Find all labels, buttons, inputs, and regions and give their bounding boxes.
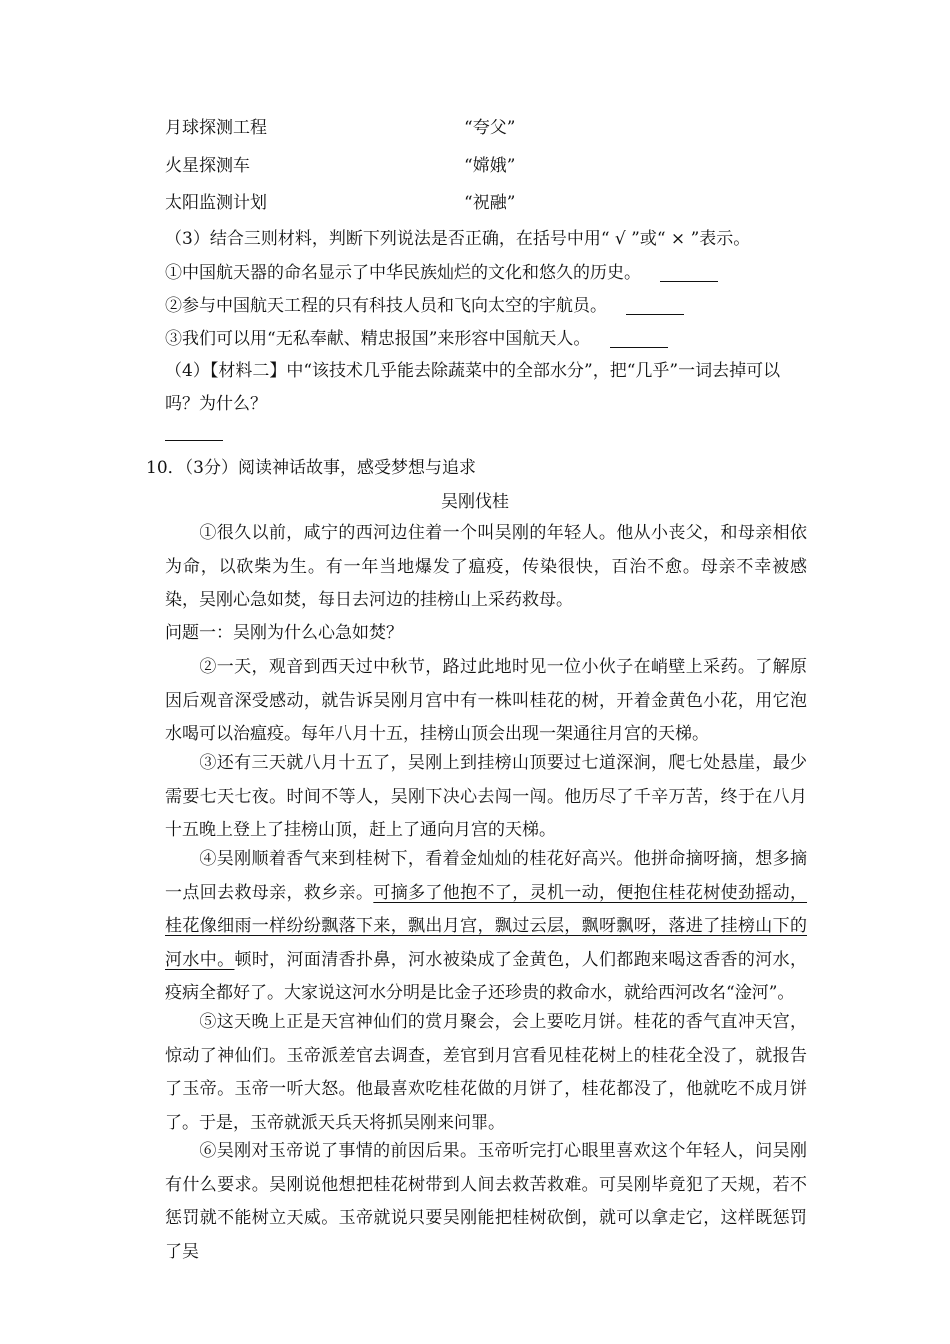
q4-answer-blank[interactable] xyxy=(165,440,223,441)
story-paragraph-2-text: ②一天，观音到西天过中秋节，路过此地时见一位小伙子在峭壁上采药。了解原因后观音深受感动，就告诉吴刚月宫中有一株叫桂花的树，开着金黄色小花，用它泡水喝可以治瘟疫。每年八月十五，挂榜山顶会出现一架通往月宫的天梯。 xyxy=(165,657,807,744)
story-paragraph-4 xyxy=(165,843,807,1011)
match-right-1: “夸父” xyxy=(464,118,516,138)
q3-item-3-text: ③我们可以用“无私奉献、精忠报国”来形容中国航天人。 xyxy=(165,329,591,349)
q3-item-1-text: ①中国航天器的命名显示了中华民族灿烂的文化和悠久的历史。 xyxy=(165,263,641,283)
story-paragraph-1-text: ①很久以前，咸宁的西河边住着一个叫吴刚的年轻人。他从小丧父，和母亲相依为命，以砍柴为生。有一年当地爆发了瘟疫，传染很快，百治不愈。母亲不幸被感染，吴刚心急如焚，每日去河边的挂榜山上采药救母。 xyxy=(165,523,807,610)
story-paragraph-5 xyxy=(165,1006,807,1140)
q3-item-1 xyxy=(165,261,718,285)
story-paragraph-4-text-b: 顿时，河面清香扑鼻，河水被染成了金黄色，人们都跑来喝这香香的河水，疫病全都好了。大家说这河水分明是比金子还珍贵的救命水，就给西河改名“淦河”。 xyxy=(165,949,808,1003)
story-paragraph-6-text: ⑥吴刚对玉帝说了事情的前因后果。玉帝听完打心眼里喜欢这个年轻人，问吴刚有什么要求。吴刚说他想把桂花树带到人间去救苦救难。可吴刚毕竟犯了天规，若不惩罚就不能树立天威。玉帝就说只要吴刚能把桂树砍倒，就可以拿走它，这样既惩罚了吴 xyxy=(165,1141,807,1262)
story-paragraph-5-text: ⑤这天晚上正是天宫神仙们的赏月聚会，会上要吃月饼。桂花的香气直冲天宫，惊动了神仙们。玉帝派差官去调查，差官到月宫看见桂花树上的桂花全没了，就报告了玉帝。玉帝一听大怒。他最喜欢吃桂花做的月饼了，桂花都没了，他就吃不成月饼了。于是，玉帝就派天兵天将抓吴刚来问罪。 xyxy=(165,1012,807,1133)
story-paragraph-3-text: ③还有三天就八月十五了，吴刚上到挂榜山顶要过七道深涧，爬七处悬崖，最少需要七天七夜。时间不等人，吴刚下决心去闯一闯。他历尽了千辛万苦，终于在八月十五晚上登上了挂榜山顶，赶上了通向月宫的天梯。 xyxy=(165,753,807,840)
q4-line-2: 吗？为什么？ xyxy=(165,394,267,414)
underlined-passage: 可摘多了他抱不了，灵机一动，便抱住桂花树使劲摇动，桂花像细雨一样纷纷飘落下来，飘出月宫，飘过云层，飘呀飘呀，落进了挂榜山下的河水中。 xyxy=(165,882,808,970)
answer-blank-2[interactable] xyxy=(626,296,684,315)
answer-blank-1[interactable] xyxy=(660,263,718,282)
story-title: 吴刚伐桂 xyxy=(441,492,509,512)
match-right-3: “祝融” xyxy=(464,193,516,213)
match-left-3: 太阳监测计划 xyxy=(165,193,267,213)
answer-blank-3[interactable] xyxy=(610,329,668,348)
story-paragraph-4-text-a: ④吴刚顺着香气来到桂树下，看着金灿灿的桂花好高兴。他拼命摘呀摘，想多摘一点回去救母亲，救乡亲。 xyxy=(165,849,807,903)
q3-item-2 xyxy=(165,294,684,318)
story-paragraph-3 xyxy=(165,747,807,848)
q3-item-2-text: ②参与中国航天工程的只有科技人员和飞向太空的宇航员。 xyxy=(165,296,607,316)
story-paragraph-6 xyxy=(165,1135,807,1269)
story-paragraph-1 xyxy=(165,517,807,618)
q4-line-1: （4）【材料二】中“该技术几乎能去除蔬菜中的全部水分”，把“几乎”一词去掉可以 xyxy=(165,361,781,381)
match-left-2: 火星探测车 xyxy=(165,156,250,176)
match-right-2: “嫦娥” xyxy=(464,156,516,176)
q10-heading: 10．（3分）阅读神话故事，感受梦想与追求 xyxy=(146,458,476,478)
q3-stem: （3）结合三则材料，判断下列说法是否正确，在括号中用“ √ ”或“ × ”表示。 xyxy=(165,229,751,249)
q3-item-3 xyxy=(165,327,668,351)
match-left-1: 月球探测工程 xyxy=(165,118,267,138)
question-1: 问题一：吴刚为什么心急如焚？ xyxy=(165,623,403,643)
story-paragraph-2 xyxy=(165,651,807,752)
